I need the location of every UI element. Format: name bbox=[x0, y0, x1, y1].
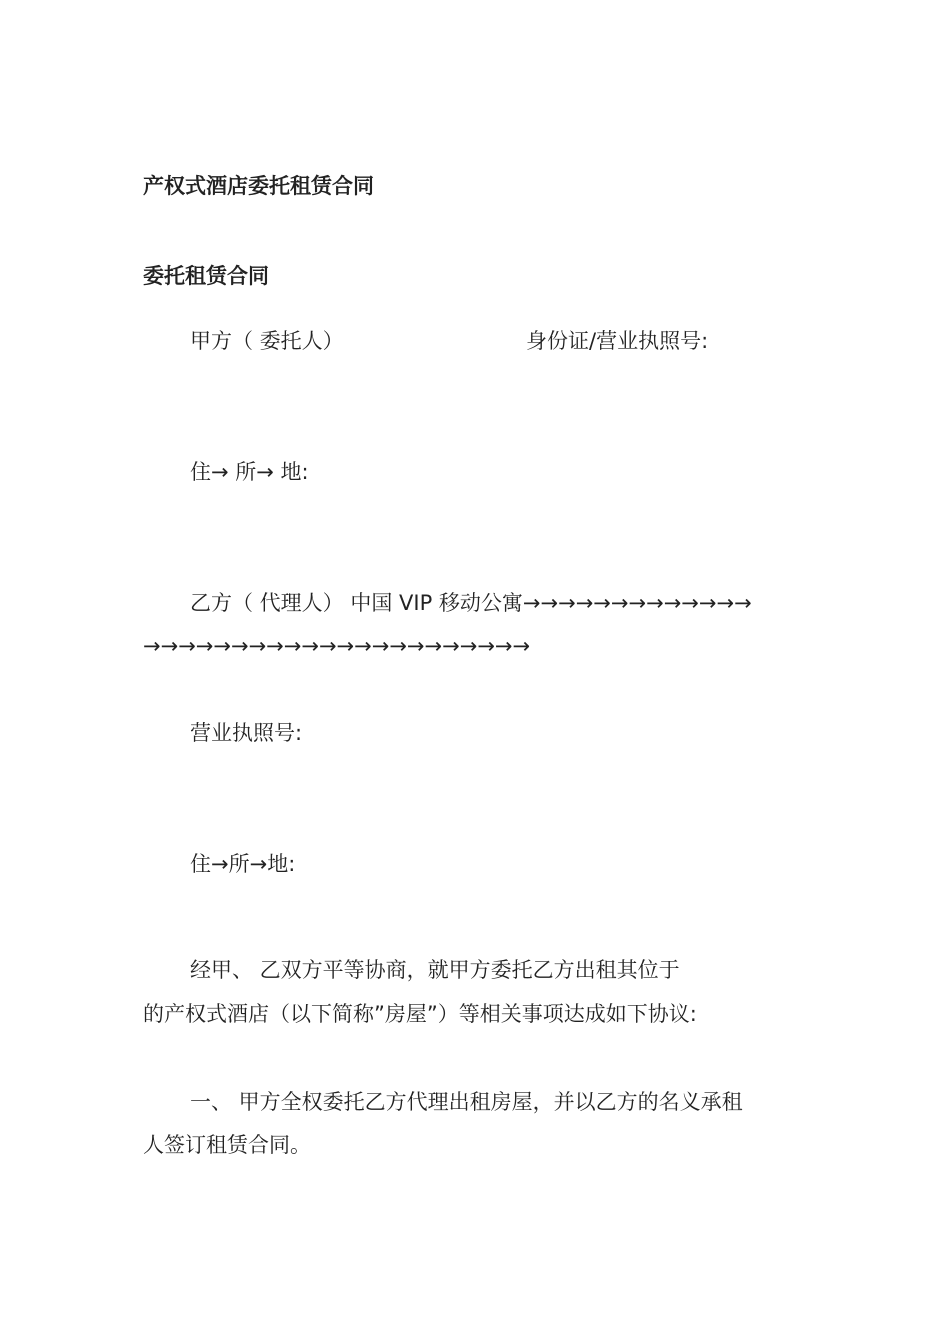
party-a-id-label: 身份证/营业执照号: bbox=[526, 329, 709, 353]
preamble-line-1: 经甲、 乙双方平等协商，就甲方委托乙方出租其位于 bbox=[190, 958, 680, 982]
party-a-address-label: 住→ 所→ 地: bbox=[190, 460, 309, 484]
preamble-line-2: 的产权式酒店（以下简称”房屋”）等相关事项达成如下协议: bbox=[143, 1002, 697, 1026]
clause-1-line-1: 一、 甲方全权委托乙方代理出租房屋，并以乙方的名义承租 bbox=[190, 1090, 743, 1114]
party-b-line-2: →→→→→→→→→→→→→→→→→→→→→→ bbox=[143, 634, 531, 658]
party-a-label: 甲方（ 委托人） bbox=[190, 329, 344, 353]
party-b-address-label: 住→所→地: bbox=[190, 852, 296, 876]
party-b-line-1: 乙方（ 代理人） 中国 VIP 移动公寓→→→→→→→→→→→→→ bbox=[190, 591, 752, 615]
document-subtitle: 委托租赁合同 bbox=[143, 264, 269, 288]
party-b-license-label: 营业执照号: bbox=[190, 721, 303, 745]
document-title: 产权式酒店委托租赁合同 bbox=[143, 174, 374, 198]
clause-1-line-2: 人签订租赁合同。 bbox=[143, 1133, 311, 1157]
